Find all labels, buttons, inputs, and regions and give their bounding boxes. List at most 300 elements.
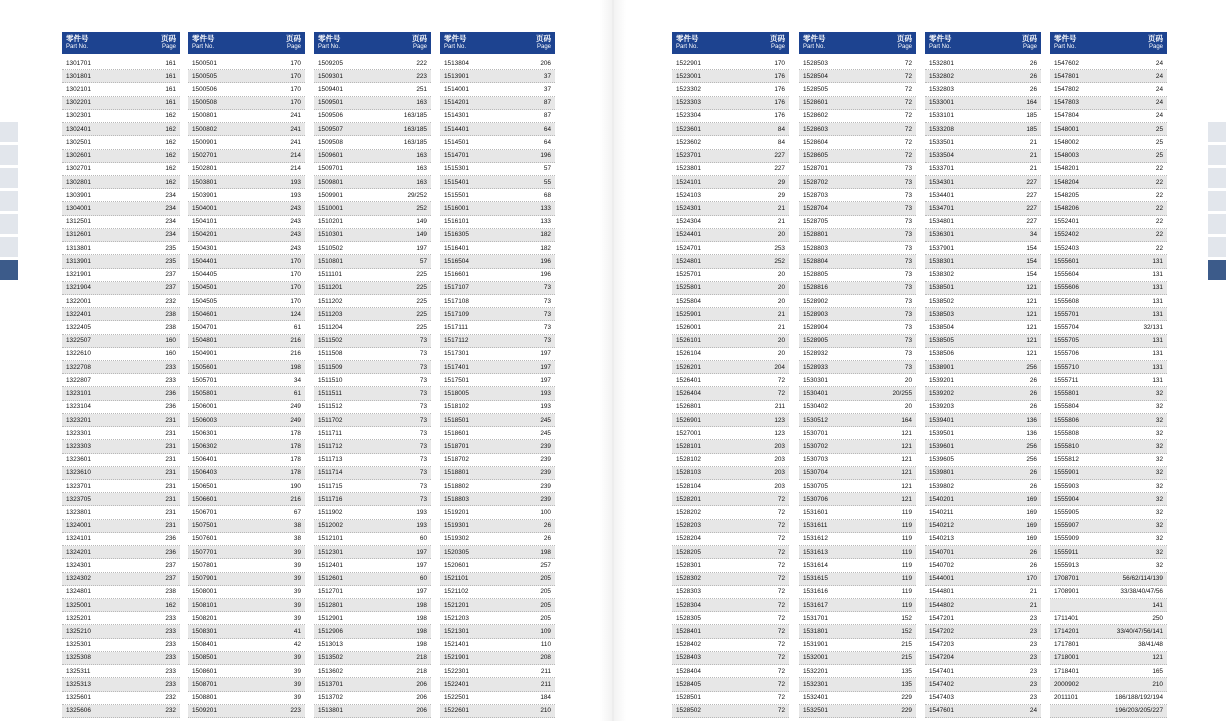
page-number: 211 <box>540 667 551 675</box>
page-number: 72 <box>777 535 785 543</box>
part-number: 1322507 <box>66 337 91 345</box>
part-number: 1520601 <box>444 561 469 569</box>
part-number: 1505701 <box>192 376 217 384</box>
table-row <box>799 150 916 163</box>
page-number: 196 <box>540 257 551 265</box>
table-row <box>672 110 789 123</box>
table-row <box>188 110 305 123</box>
page-number: 25 <box>1155 125 1163 133</box>
part-no-header-cn: 零件号 <box>803 34 826 43</box>
table-row <box>799 374 916 387</box>
page-number: 170 <box>290 257 301 265</box>
table-row <box>314 546 431 559</box>
table-row <box>188 97 305 110</box>
page-number: 73 <box>904 337 912 345</box>
table-row <box>799 440 916 453</box>
table-row <box>314 533 431 546</box>
part-number: 1313801 <box>66 244 91 252</box>
part-number: 1518005 <box>444 390 469 398</box>
table-row <box>799 269 916 282</box>
page-number: 22 <box>1155 231 1163 239</box>
part-number: 1516401 <box>444 244 469 252</box>
page-number: 37 <box>543 86 551 94</box>
page-number: 182 <box>540 244 551 252</box>
part-number: 1509508 <box>318 138 343 146</box>
page-number: 39 <box>293 601 301 609</box>
page-number: 245 <box>540 429 551 437</box>
page-number: 73 <box>904 323 912 331</box>
page-number: 176 <box>774 86 785 94</box>
page-number: 170 <box>290 297 301 305</box>
part-number: 1504101 <box>192 218 217 226</box>
page-number: 119 <box>901 561 912 569</box>
part-number: 1504401 <box>192 257 217 265</box>
page-number: 243 <box>290 205 301 213</box>
page-number: 245 <box>540 416 551 424</box>
page-number: 73 <box>904 363 912 371</box>
page-number: 232 <box>165 694 176 702</box>
part-number: 1507701 <box>192 548 217 556</box>
page-number: 256 <box>1026 456 1037 464</box>
part-number: 1536301 <box>929 231 954 239</box>
table-row <box>1050 282 1167 295</box>
section-tab <box>0 237 18 258</box>
table-row <box>925 335 1041 348</box>
part-number: 1325308 <box>66 654 91 662</box>
table-row <box>1050 321 1167 334</box>
table-row <box>925 665 1041 678</box>
table-row <box>925 57 1041 70</box>
page-number: 136 <box>1026 416 1037 424</box>
part-number: 1514001 <box>444 86 469 94</box>
table-row <box>672 97 789 110</box>
part-number: 1540213 <box>929 535 954 543</box>
table-row <box>1050 506 1167 519</box>
part-number: 1517301 <box>444 350 469 358</box>
table-row <box>1050 295 1167 308</box>
part-number: 1511711 <box>318 429 342 437</box>
page-number: 227 <box>1026 191 1037 199</box>
page-number: 231 <box>165 456 176 464</box>
page-number: 197 <box>540 350 551 358</box>
part-number: 1511204 <box>318 323 343 331</box>
part-number: 1528801 <box>803 231 828 239</box>
table-row <box>62 612 180 625</box>
page-number: 197 <box>540 376 551 384</box>
part-number: 1324801 <box>66 588 91 596</box>
table-row <box>1050 255 1167 268</box>
part-number: 1555901 <box>1054 469 1079 477</box>
part-number: 1539802 <box>929 482 954 490</box>
table-row <box>440 110 555 123</box>
table-row <box>314 665 431 678</box>
page-number: 233 <box>165 628 176 636</box>
part-number: 1526201 <box>676 363 701 371</box>
page-number: 163 <box>416 99 427 107</box>
part-number: 1511712 <box>318 442 343 450</box>
page-header <box>536 32 555 54</box>
page-number: 87 <box>543 112 551 120</box>
part-number: 1555801 <box>1054 390 1079 398</box>
page-header-cn: 页码 <box>412 34 427 43</box>
table-row <box>1050 493 1167 506</box>
part-number: 1515501 <box>444 191 469 199</box>
part-number: 1528203 <box>676 522 701 530</box>
table-row <box>672 163 789 176</box>
page-number: 39 <box>293 654 301 662</box>
table-row <box>314 176 431 189</box>
page-number: 39 <box>293 614 301 622</box>
part-number: 1528704 <box>803 205 828 213</box>
part-number: 1506401 <box>192 456 217 464</box>
table-row <box>440 176 555 189</box>
part-number: 1530706 <box>803 495 828 503</box>
page-number: 239 <box>540 456 551 464</box>
page-number: 203 <box>774 442 785 450</box>
table-row <box>314 454 431 467</box>
page-header-en: Page <box>161 44 176 50</box>
part-number: 1531615 <box>803 575 828 583</box>
part-number: 1528305 <box>676 614 701 622</box>
table-row <box>1050 586 1167 599</box>
page-number: 164 <box>1026 99 1037 107</box>
part-number: 1514401 <box>444 125 469 133</box>
part-number: 1528803 <box>803 244 828 252</box>
table-row <box>62 652 180 665</box>
table-row <box>314 216 431 229</box>
table-row <box>314 202 431 215</box>
page-number: 170 <box>290 72 301 80</box>
page-number: 238 <box>165 323 176 331</box>
part-number: 1511502 <box>318 337 343 345</box>
part-number: 1528503 <box>803 59 828 67</box>
table-row <box>440 586 555 599</box>
page-number: 33/38/40/47/56 <box>1120 588 1163 596</box>
part-number: 1530401 <box>803 390 828 398</box>
page-number: 73 <box>904 165 912 173</box>
page-number: 234 <box>165 191 176 199</box>
table-row <box>1050 652 1167 665</box>
table-row <box>314 467 431 480</box>
part-number: 1528601 <box>803 99 828 107</box>
part-number: 1555704 <box>1054 323 1079 331</box>
page-number: 23 <box>1029 680 1037 688</box>
page-number: 198 <box>416 641 427 649</box>
page-number: 29/252 <box>407 191 427 199</box>
part-number: 1511716 <box>318 495 343 503</box>
part-number: 1539601 <box>929 442 954 450</box>
page-number: 73 <box>419 429 427 437</box>
table-row <box>925 163 1041 176</box>
table-row <box>314 387 431 400</box>
page-header-cn: 页码 <box>1022 34 1037 43</box>
part-number: 1530702 <box>803 442 828 450</box>
part-number: 1523303 <box>676 99 701 107</box>
part-number: 1539202 <box>929 390 954 398</box>
table-row <box>188 70 305 83</box>
table-row <box>440 612 555 625</box>
table-row <box>62 269 180 282</box>
table-row <box>62 136 180 149</box>
table-row <box>62 506 180 519</box>
part-number: 1532001 <box>803 654 828 662</box>
part-number: 1518702 <box>444 456 469 464</box>
part-no-header-en: Part No. <box>318 44 341 50</box>
part-number: 1528202 <box>676 509 701 517</box>
page-number: 87 <box>543 99 551 107</box>
part-number: 1517501 <box>444 376 469 384</box>
page-number: 26 <box>1029 72 1037 80</box>
part-number: 1547202 <box>929 628 954 636</box>
table-row <box>799 242 916 255</box>
table-row <box>925 110 1041 123</box>
page-number: 162 <box>165 125 176 133</box>
table-row <box>672 440 789 453</box>
page-number: 73 <box>904 191 912 199</box>
part-number: 1509801 <box>318 178 343 186</box>
page-number: 73 <box>904 257 912 265</box>
part-number: 1517109 <box>444 310 469 318</box>
page-number: 29 <box>777 178 785 186</box>
part-number: 1548206 <box>1054 205 1079 213</box>
part-number: 1502801 <box>192 165 217 173</box>
part-number: 1325313 <box>66 680 91 688</box>
part-number: 1525804 <box>676 297 701 305</box>
page-number: 26 <box>1029 403 1037 411</box>
page-number: 123 <box>774 416 785 424</box>
table-row <box>799 229 916 242</box>
table-row <box>440 387 555 400</box>
page-number: 73 <box>543 297 551 305</box>
page-number: 193 <box>290 178 301 186</box>
page-header-cn: 页码 <box>286 34 301 43</box>
table-row <box>62 625 180 638</box>
table-header <box>188 32 305 54</box>
page-number: 119 <box>901 588 912 596</box>
page-number: 210 <box>540 707 551 715</box>
page-number: 20/255 <box>892 390 912 398</box>
part-number: 1528905 <box>803 337 828 345</box>
table-row <box>440 335 555 348</box>
part-number: 1504405 <box>192 271 217 279</box>
table-row <box>188 440 305 453</box>
table-header <box>925 32 1041 54</box>
part-number: 1555903 <box>1054 482 1079 490</box>
table-row <box>188 427 305 440</box>
table-row <box>925 387 1041 400</box>
page-number: 234 <box>165 218 176 226</box>
page-number: 237 <box>165 561 176 569</box>
table-row <box>1050 189 1167 202</box>
page-number: 21 <box>1029 152 1037 160</box>
table-row <box>1050 599 1167 612</box>
table-row <box>62 586 180 599</box>
page-header <box>770 32 789 54</box>
section-tab <box>1208 122 1226 143</box>
page-number: 170 <box>290 284 301 292</box>
table-header <box>440 32 555 54</box>
table-row <box>925 282 1041 295</box>
part-number: 1544802 <box>929 601 954 609</box>
part-number: 1531901 <box>803 641 828 649</box>
part-number: 2000902 <box>1054 680 1079 688</box>
section-tab <box>0 122 18 143</box>
table-row <box>799 414 916 427</box>
part-number: 1302501 <box>66 138 91 146</box>
table-row <box>188 401 305 414</box>
table-row <box>440 493 555 506</box>
part-number: 1504701 <box>192 323 217 331</box>
table-row <box>314 295 431 308</box>
part-number: 1531614 <box>803 561 828 569</box>
part-number: 1323101 <box>66 390 91 398</box>
table-row <box>188 520 305 533</box>
part-number: 1530705 <box>803 482 828 490</box>
part-number: 1521301 <box>444 628 469 636</box>
part-number: 1324302 <box>66 575 91 583</box>
page-number: 170 <box>290 271 301 279</box>
page-number: 61 <box>293 390 301 398</box>
part-number: 1522901 <box>676 59 701 67</box>
table-row <box>188 361 305 374</box>
table-row <box>925 480 1041 493</box>
page-number: 210 <box>1152 680 1163 688</box>
page-number: 26 <box>1029 469 1037 477</box>
part-number: 1511715 <box>318 482 343 490</box>
table-row <box>672 361 789 374</box>
table-row <box>62 282 180 295</box>
page-number: 41 <box>293 628 301 636</box>
table-row <box>62 401 180 414</box>
part-number: 1504601 <box>192 310 217 318</box>
part-number: 1511203 <box>318 310 343 318</box>
page-number: 241 <box>290 125 301 133</box>
table-row <box>925 493 1041 506</box>
page-number: 119 <box>901 548 912 556</box>
page-number: 20 <box>777 350 785 358</box>
part-number: 1500901 <box>192 138 217 146</box>
page-number: 225 <box>416 271 427 279</box>
table-row <box>440 123 555 136</box>
page-number: 73 <box>419 337 427 345</box>
page-number: 196 <box>540 271 551 279</box>
part-number: 1523701 <box>676 152 701 160</box>
part-number: 1518501 <box>444 416 469 424</box>
page-number: 73 <box>543 310 551 318</box>
part-no-header-cn: 零件号 <box>192 34 215 43</box>
table-row <box>440 427 555 440</box>
part-number: 1526401 <box>676 376 701 384</box>
page-number: 26 <box>1029 86 1037 94</box>
page-number: 205 <box>540 601 551 609</box>
page-header-en: Page <box>286 44 301 50</box>
page-number: 163 <box>416 165 427 173</box>
page-number: 72 <box>777 376 785 384</box>
table-row <box>314 57 431 70</box>
part-number: 1538503 <box>929 310 954 318</box>
part-number: 1500801 <box>192 112 217 120</box>
part-no-header-en: Part No. <box>444 44 467 50</box>
table-row <box>925 612 1041 625</box>
part-number: 1322401 <box>66 310 91 318</box>
page-number: 72 <box>904 72 912 80</box>
part-number: 1522501 <box>444 694 469 702</box>
page-number: 73 <box>904 244 912 252</box>
part-number: 1322610 <box>66 350 91 358</box>
page-number: 73 <box>904 205 912 213</box>
table-row <box>62 123 180 136</box>
table-row <box>799 454 916 467</box>
part-number: 1301701 <box>66 59 91 67</box>
page-number: 24 <box>1155 112 1163 120</box>
page-header-cn: 页码 <box>1148 34 1163 43</box>
page-number: 176 <box>774 99 785 107</box>
table-row <box>188 321 305 334</box>
page-number: 203 <box>774 456 785 464</box>
page-number: 21 <box>1029 601 1037 609</box>
page-number: 121 <box>901 456 912 464</box>
table-row <box>925 573 1041 586</box>
table-row <box>1050 136 1167 149</box>
table-row <box>188 374 305 387</box>
part-number: 1525701 <box>676 271 701 279</box>
table-row <box>925 414 1041 427</box>
part-number: 1555601 <box>1054 257 1079 265</box>
part-number: 1510801 <box>318 257 343 265</box>
table-row <box>314 612 431 625</box>
part-number: 1524301 <box>676 205 701 213</box>
page-number: 26 <box>1029 59 1037 67</box>
table-row <box>188 269 305 282</box>
table-row <box>62 97 180 110</box>
table-row <box>314 255 431 268</box>
table-row <box>799 110 916 123</box>
page-number: 162 <box>165 138 176 146</box>
part-number: 1518802 <box>444 482 469 490</box>
section-tab <box>1208 191 1226 212</box>
page-number: 162 <box>165 152 176 160</box>
page-number: 21 <box>777 310 785 318</box>
page-number: 252 <box>416 205 427 213</box>
index-table-left-col-3 <box>314 32 431 718</box>
table-row <box>314 639 431 652</box>
page-number: 256 <box>1026 442 1037 450</box>
page-number: 185 <box>1026 112 1037 120</box>
page-number: 234 <box>165 205 176 213</box>
part-number: 2011101 <box>1054 694 1078 702</box>
table-row <box>62 321 180 334</box>
page-number: 39 <box>293 575 301 583</box>
part-number: 1325311 <box>66 667 91 675</box>
page-number: 184 <box>540 694 551 702</box>
table-row <box>1050 480 1167 493</box>
part-number: 1534701 <box>929 205 954 213</box>
page-number: 24 <box>1155 99 1163 107</box>
page-number: 29 <box>777 191 785 199</box>
page-number: 227 <box>1026 218 1037 226</box>
table-row <box>672 612 789 625</box>
part-number: 1521401 <box>444 641 469 649</box>
part-number: 1718001 <box>1054 654 1079 662</box>
table-row <box>925 97 1041 110</box>
page-number: 72 <box>777 575 785 583</box>
page-number: 72 <box>904 59 912 67</box>
page-number: 73 <box>419 416 427 424</box>
page-number: 57 <box>543 165 551 173</box>
part-number: 1540211 <box>929 509 954 517</box>
table-row <box>1050 639 1167 652</box>
page-number: 229 <box>901 707 912 715</box>
